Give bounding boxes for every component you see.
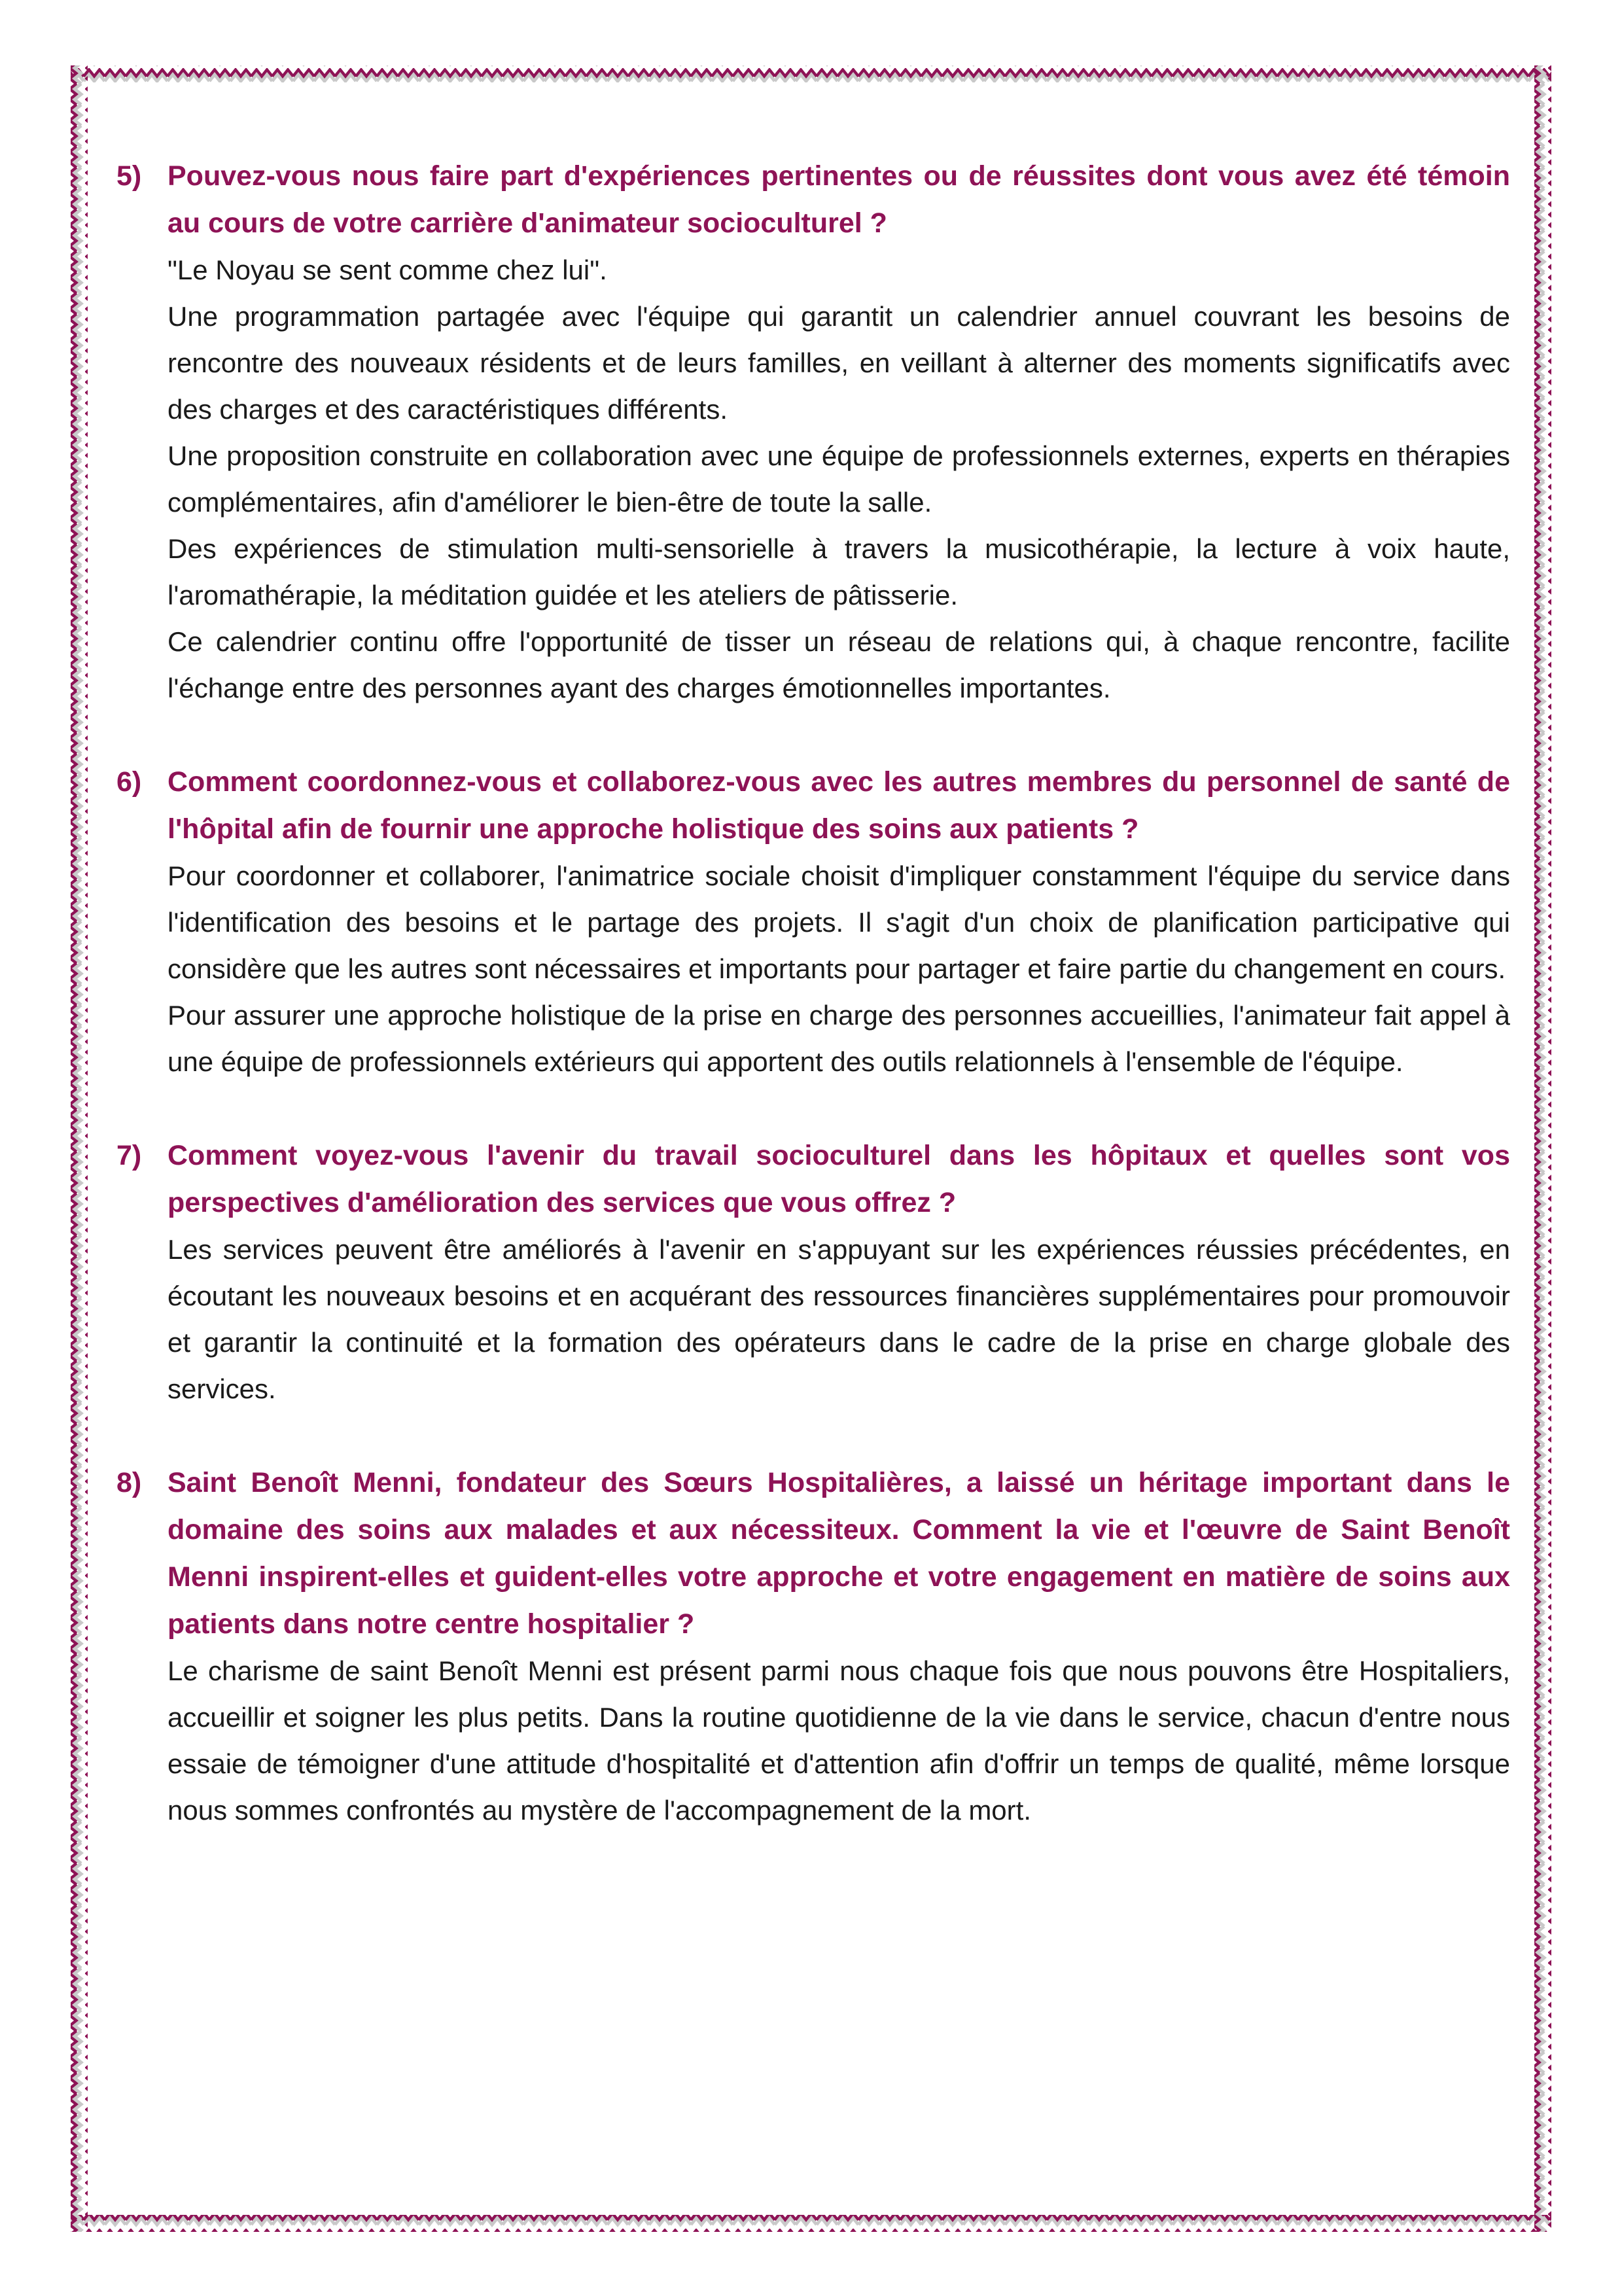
answer-paragraph: Une programmation partagée avec l'équipe qui garantit un calendrier annuel couvrant les besoins de rencontre des nouveaux résidents et de leurs familles, en veillant à alterner des moments significatifs avec des charges et des caractéristiques différents. (167, 301, 1510, 425)
answer-paragraph: Des expériences de stimulation multi-sensorielle à travers la musicothérapie, la lecture à voix haute, l'aromathérapie, la méditation guidée et les ateliers de pâtisserie. (167, 533, 1510, 610)
document-content (116, 152, 1510, 1881)
question-text: Pouvez-vous nous faire part d'expériences pertinentes ou de réussites dont vous avez été témoin au cours de votre carrière d'animateur socioculturel ? (167, 160, 1510, 239)
question-7 (116, 1132, 1510, 1226)
answer-paragraph: Pour coordonner et collaborer, l'animatrice sociale choisit d'impliquer constamment l'équipe du service dans l'identification des besoins et le partage des projets. Il s'agit d'un choix de planification participative qui considère que les autres sont nécessaires et importants pour partager et faire partie du changement en cours. (167, 860, 1510, 984)
question-text: Saint Benoît Menni, fondateur des Sœurs Hospitalières, a laissé un héritage important dans le domaine des soins aux malades et aux nécessiteux. Comment la vie et l'œuvre de Saint Benoît Menni inspirent-elles et guident-elles votre approche et votre engagement en matière de soins aux patients dans notre centre hospitalier ? (167, 1467, 1510, 1640)
question-8 (116, 1459, 1510, 1648)
question-text: Comment coordonnez-vous et collaborez-vous avec les autres membres du personnel de santé de l'hôpital afin de fournir une approche holistique des soins aux patients ? (167, 766, 1510, 845)
answer-6 (116, 853, 1510, 1085)
answer-paragraph: Ce calendrier continu offre l'opportunité de tisser un réseau de relations qui, à chaque rencontre, facilite l'échange entre des personnes ayant des charges émotionnelles importantes. (167, 626, 1510, 703)
question-number: 7) (116, 1140, 142, 1171)
answer-8 (116, 1648, 1510, 1833)
answer-paragraph: "Le Noyau se sent comme chez lui". (167, 255, 607, 285)
answer-7 (116, 1226, 1510, 1412)
qa-section-7 (116, 1132, 1510, 1412)
qa-section-8 (116, 1459, 1510, 1833)
question-number: 6) (116, 766, 142, 798)
question-number: 8) (116, 1467, 142, 1498)
answer-paragraph: Une proposition construite en collaboration avec une équipe de professionnels externes, experts en thérapies complémentaires, afin d'améliorer le bien-être de toute la salle. (167, 440, 1510, 518)
border-top (71, 65, 1551, 82)
answer-paragraph: Les services peuvent être améliorés à l'avenir en s'appuyant sur les expériences réussies précédentes, en écoutant les nouveaux besoins et en acquérant des ressources financières supplémentaires pour promouvoir et garantir la continuité et la formation des opérateurs dans le cadre de la prise en charge globale des services. (167, 1234, 1510, 1404)
qa-section-6 (116, 758, 1510, 1085)
border-bottom (71, 2215, 1551, 2232)
question-number: 5) (116, 160, 142, 192)
border-left (71, 65, 88, 2232)
question-5 (116, 152, 1510, 247)
border-right (1534, 65, 1551, 2232)
answer-5 (116, 247, 1510, 711)
answer-paragraph: Le charisme de saint Benoît Menni est présent parmi nous chaque fois que nous pouvons être Hospitaliers, accueillir et soigner les plus petits. Dans la routine quotidienne de la vie dans le service, chacun d'entre nous essaie de témoigner d'une attitude d'hospitalité et d'attention afin d'offrir un temps de qualité, même lorsque nous sommes confrontés au mystère de l'accompagnement de la mort. (167, 1655, 1510, 1826)
qa-section-5 (116, 152, 1510, 711)
question-6 (116, 758, 1510, 853)
answer-paragraph: Pour assurer une approche holistique de la prise en charge des personnes accueillies, l'animateur fait appel à une équipe de professionnels extérieurs qui apportent des outils relationnels à l'ensemble de l'équipe. (167, 1000, 1510, 1077)
question-text: Comment voyez-vous l'avenir du travail socioculturel dans les hôpitaux et quelles sont vos perspectives d'amélioration des services que vous offrez ? (167, 1140, 1510, 1218)
